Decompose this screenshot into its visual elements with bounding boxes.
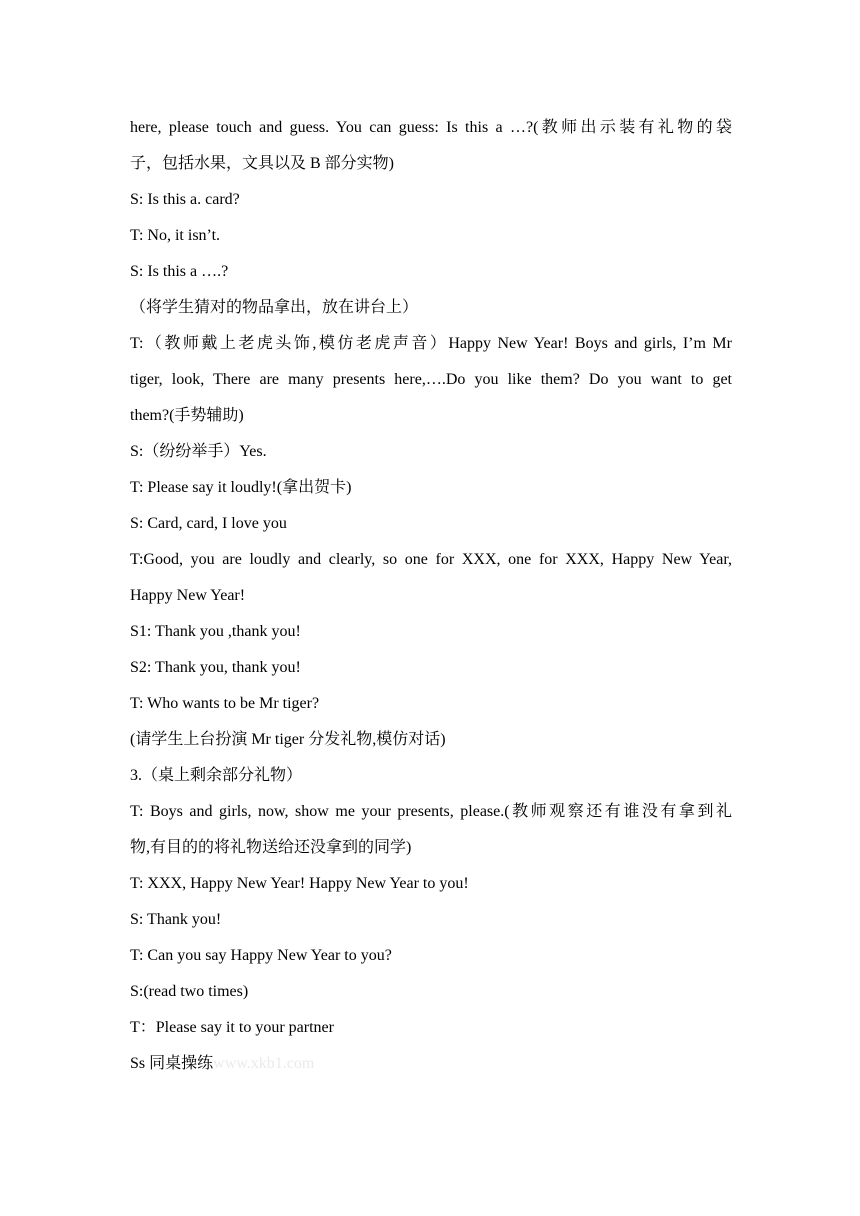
text-line: S:(read two times)	[130, 983, 249, 1000]
text-line: them?(手势辅助)	[130, 407, 244, 424]
text-line: T: Boys and girls, now, show me your presents, please.(教师观察还有谁没有拿到礼	[130, 803, 732, 820]
text-line: tiger, look, There are many presents here,….Do you like them? Do you want to get	[130, 371, 732, 388]
text-line: T:（教师戴上老虎头饰,模仿老虎声音）Happy New Year! Boys and girls, I’m Mr	[130, 335, 732, 352]
text-line: T:Good, you are loudly and clearly, so one for XXX, one for XXX, Happy New Year,	[130, 551, 732, 568]
document-body	[130, 110, 732, 1082]
text-line: S1: Thank you ,thank you!	[130, 623, 301, 640]
text-line-last	[130, 1046, 732, 1082]
watermark-link[interactable]: www.xkb1.com	[213, 1055, 315, 1072]
text-line: T: XXX, Happy New Year! Happy New Year to you!	[130, 875, 469, 892]
text-line: T：Please say it to your partner	[130, 1019, 334, 1036]
text-line: T: Can you say Happy New Year to you?	[130, 947, 392, 964]
text-line: here, please touch and guess. You can guess: Is this a …?(教师出示装有礼物的袋	[130, 119, 732, 136]
text-line: T: Please say it loudly!(拿出贺卡)	[130, 479, 352, 496]
text-line: T: No, it isn’t.	[130, 227, 221, 244]
text-line: S: Card, card, I love you	[130, 515, 287, 532]
text-line-last-content: Ss 同桌操练	[130, 1055, 214, 1072]
text-line: S:（纷纷举手）Yes.	[130, 443, 267, 460]
text-line: T: Who wants to be Mr tiger?	[130, 695, 320, 712]
text-line: 3.（桌上剩余部分礼物）	[130, 767, 303, 784]
text-line: 子，包括水果，文具以及 B 部分实物)	[130, 155, 395, 172]
text-line: S2: Thank you, thank you!	[130, 659, 301, 676]
text-line: S: Is this a ….?	[130, 263, 229, 280]
text-line: S: Is this a. card?	[130, 191, 240, 208]
text-line: (请学生上台扮演 Mr tiger 分发礼物,模仿对话)	[130, 731, 446, 748]
text-line: （将学生猜对的物品拿出，放在讲台上）	[130, 299, 419, 316]
text-line: Happy New Year!	[130, 587, 246, 604]
text-line: 物,有目的的将礼物送给还没拿到的同学)	[130, 839, 412, 856]
text-line: S: Thank you!	[130, 911, 222, 928]
